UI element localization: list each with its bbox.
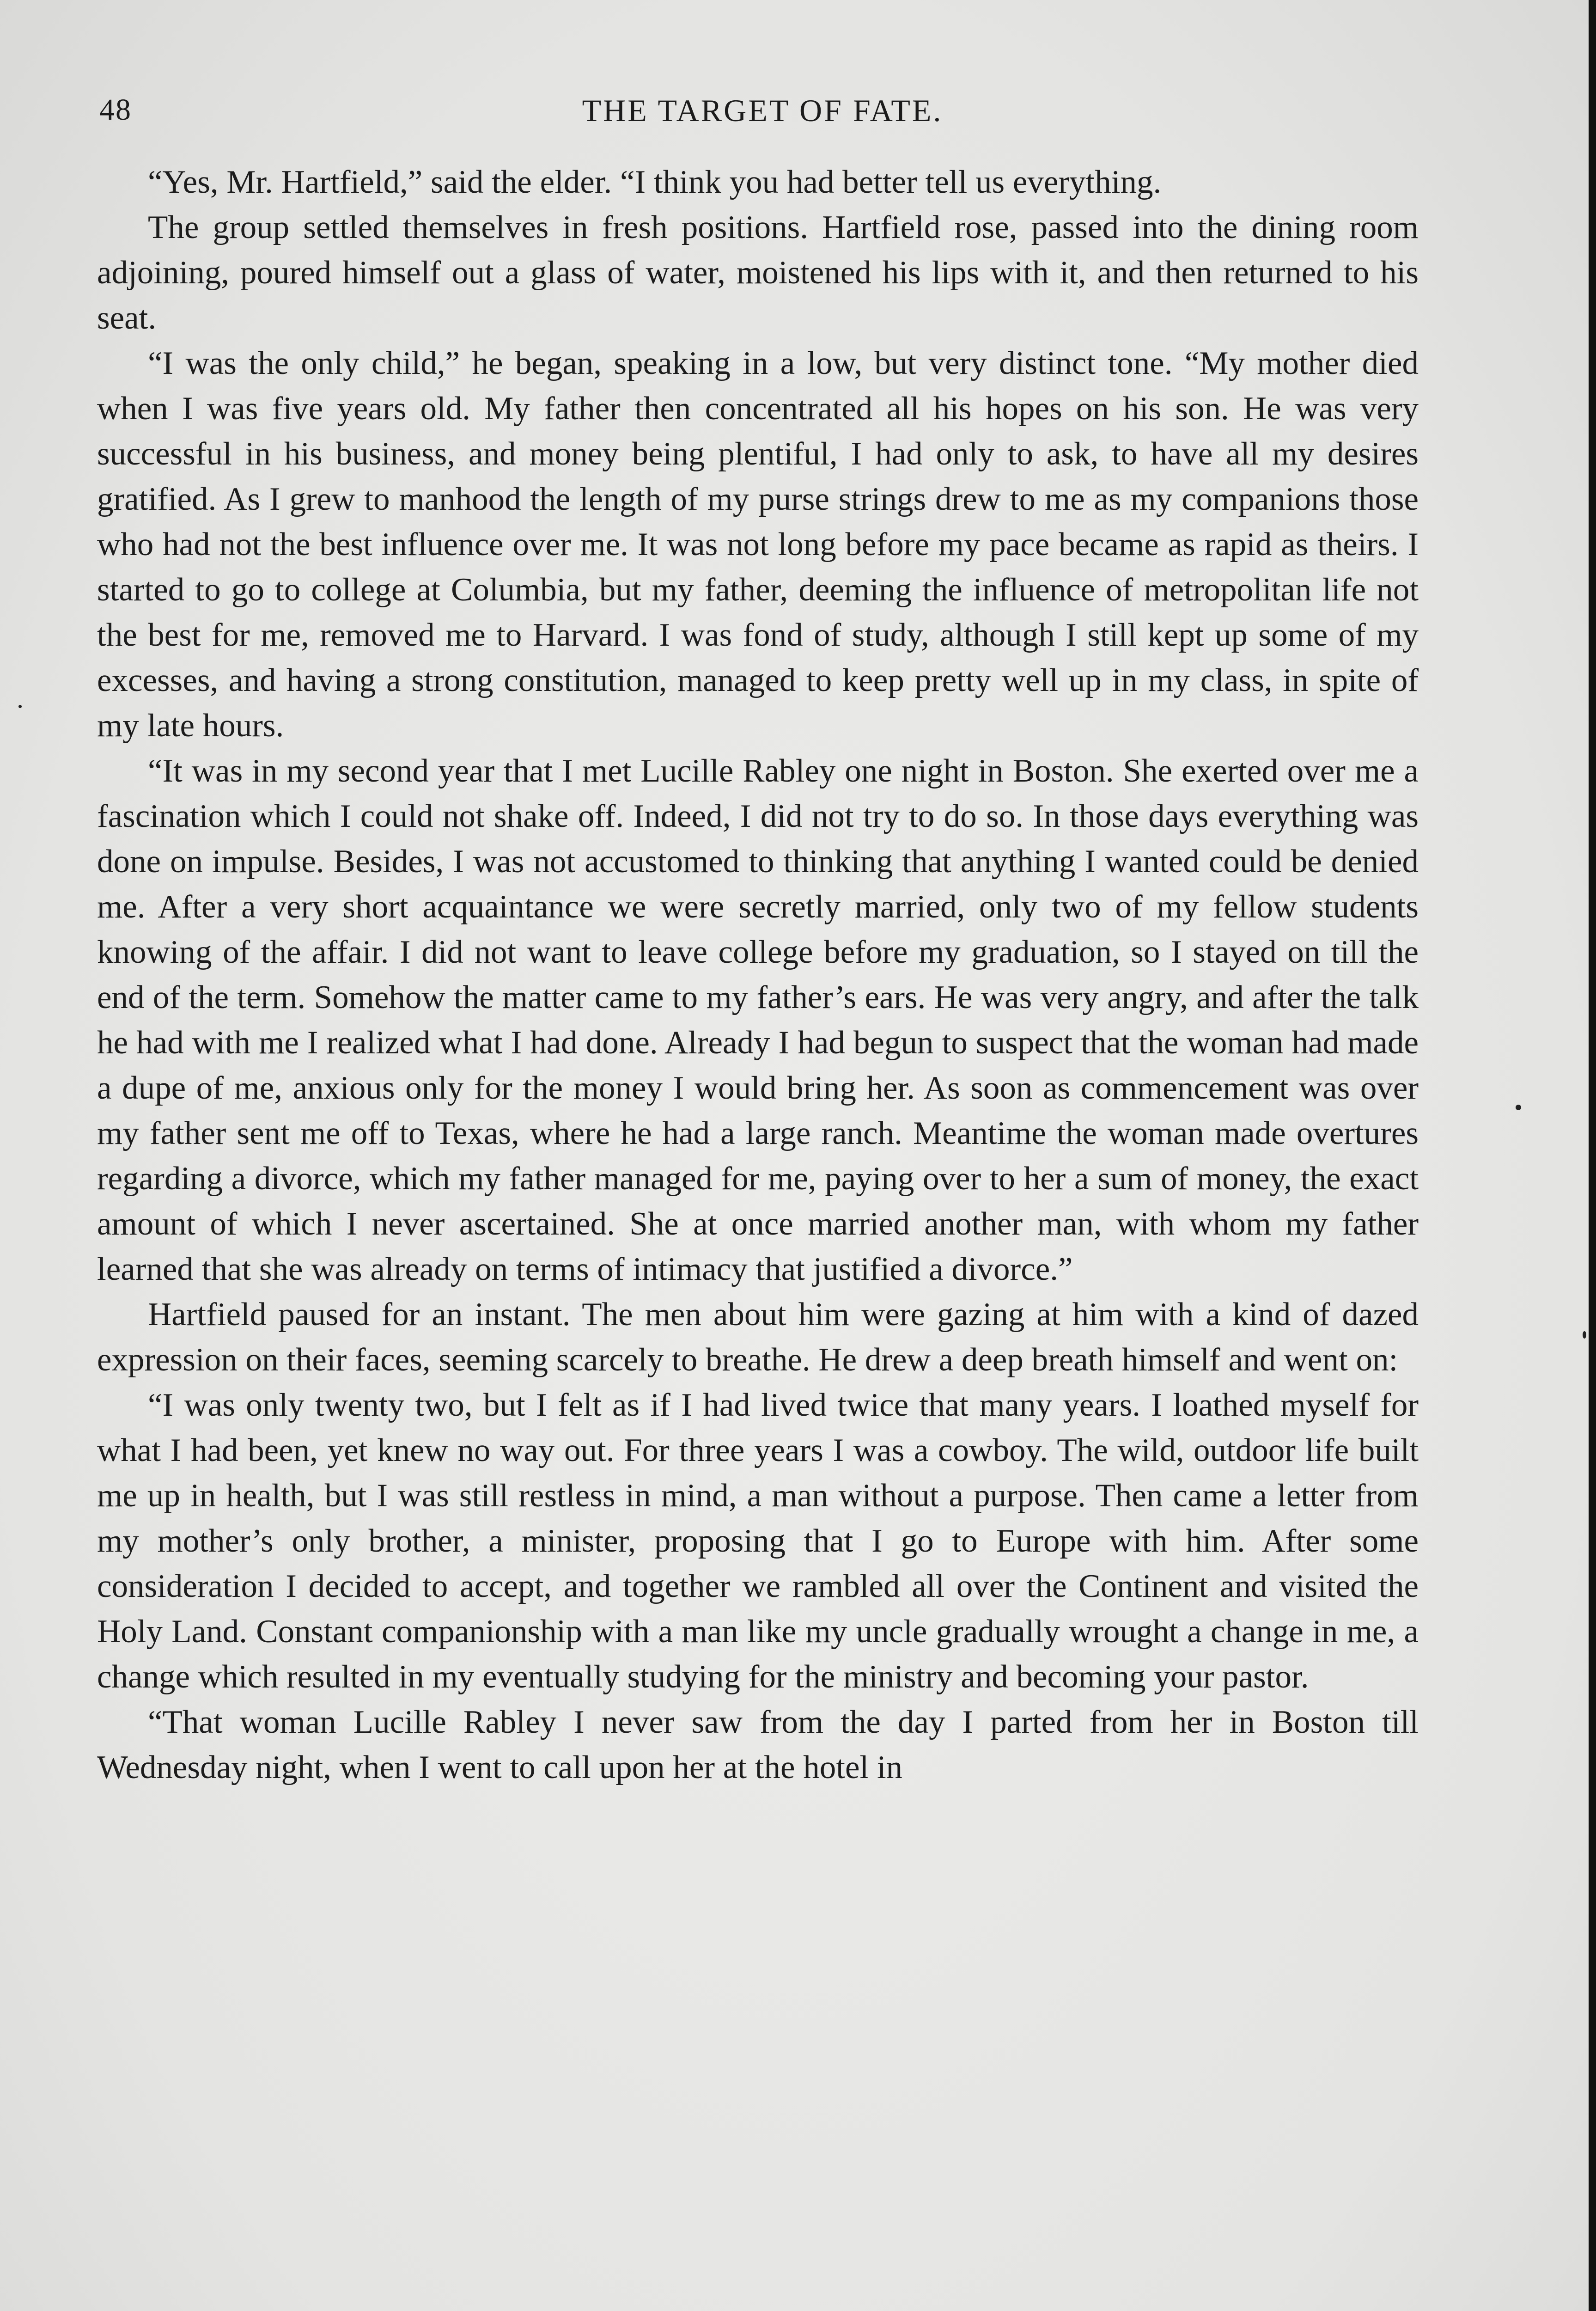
page-header <box>99 92 1425 143</box>
print-speck <box>1583 1331 1586 1339</box>
print-speck <box>1516 1105 1521 1110</box>
body-text <box>97 159 1419 1790</box>
print-speck <box>18 705 22 708</box>
paragraph: “Yes, Mr. Hartfield,” said the elder. “I think you had better tell us everything. <box>148 164 1162 200</box>
paragraph: “It was in my second year that I met Lucille Rabley one night in Boston. She exerted over me a fascination which I could not shake off. Indeed, I did not try to do so. In those days everything was done on impulse. Besides, I was not accustomed to thinking that anything I wanted could be denied me. After a very short acquaintance we were secretly married, only two of my fellow students knowing of the affair. I did not want to leave college before my graduation, so I stayed on till the end of the term. Somehow the matter came to my father’s ears. He was very angry, and after the talk he had with me I realized what I had done. Already I had begun to suspect that the woman had made a dupe of me, anxious only for the money I would bring her. As soon as commencement was over my father sent me off to Texas, where he had a large ranch. Meantime the woman made overtures regarding a divorce, which my father managed for me, paying over to her a sum of money, the exact amount of which I never ascertained. She at once married another man, with whom my father learned that she was already on terms of intimacy that justified a divorce.” <box>97 753 1419 1287</box>
paragraph: “I was the only child,” he began, speaking in a low, but very distinct tone. “My mother died when I was five years old. My father then concentrated all his hopes on his son. He was very successful in his business, and money being plentiful, I had only to ask, to have all my desires gratified. As I grew to manhood the length of my purse strings drew to me as my companions those who had not the best influence over me. It was not long before my pace became as rapid as theirs. I started to go to college at Columbia, but my father, deeming the influence of metropolitan life not the best for me, removed me to Harvard. I was fond of study, although I still kept up some of my excesses, and having a strong constitution, managed to keep pretty well up in my class, in spite of my late hours. <box>97 345 1419 744</box>
running-title: THE TARGET OF FATE. <box>582 93 943 128</box>
paragraph: Hartfield paused for an instant. The men about him were gazing at him with a kind of dazed expression on their faces, seeming scarcely to breathe. He drew a deep breath himself and went on: <box>97 1296 1419 1378</box>
page-number: 48 <box>99 93 132 127</box>
paragraph: “I was only twenty two, but I felt as if I had lived twice that many years. I loathed myself for what I had been, yet knew no way out. For three years I was a cowboy. The wild, outdoor life built me up in health, but I was still restless in mind, a man without a purpose. Then came a letter from my mother’s only brother, a minister, proposing that I go to Europe with him. After some consideration I decided to accept, and together we rambled all over the Continent and visited the Holy Land. Constant companionship with a man like my uncle gradually wrought a change in me, a change which resulted in my eventually studying for the ministry and becoming your pastor. <box>97 1387 1419 1695</box>
paragraph: The group settled themselves in fresh positions. Hartfield rose, passed into the dining room adjoining, poured himself out a glass of water, moistened his lips with it, and then returned to his seat. <box>97 209 1419 336</box>
paragraph: “That woman Lucille Rabley I never saw from the day I parted from her in Boston till Wednesday night, when I went to call upon her at the hotel in <box>97 1704 1419 1785</box>
